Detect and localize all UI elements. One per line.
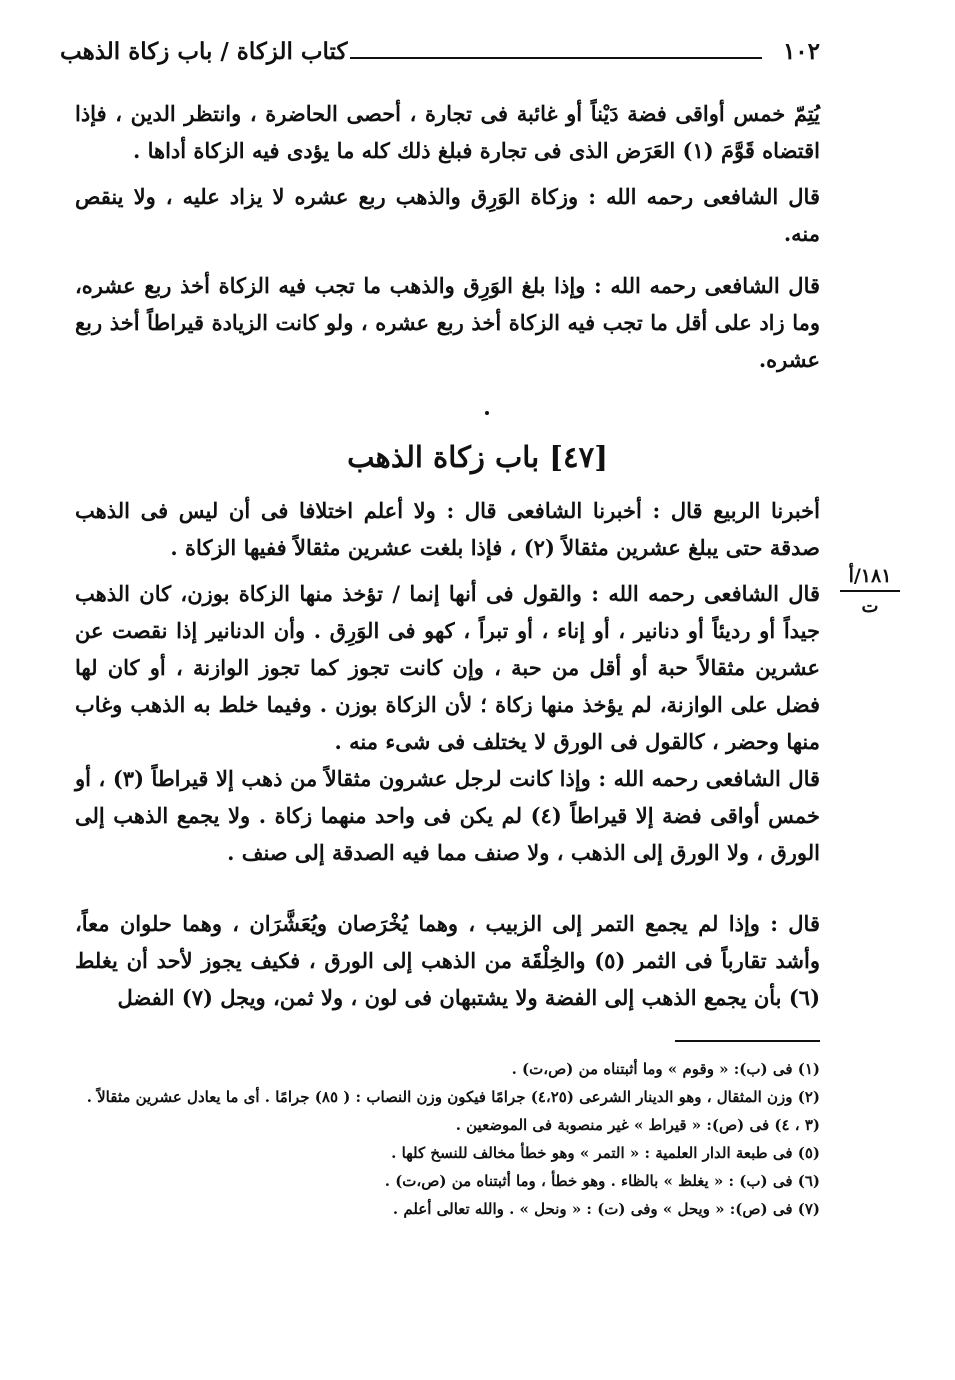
footnote: (٧) فى (ص): « ويحل » وفى (ت) : « ونحل » . والله تعالى أعلم . <box>392 1200 820 1218</box>
paragraph-lead: قال الشافعى <box>703 581 820 606</box>
header-rule <box>350 57 762 59</box>
section-heading: [٤٧] باب زكاة الذهب <box>347 440 608 474</box>
paragraph-shafii-1 <box>75 178 820 252</box>
paragraph-text: رحمه الله : وإذا بلغ الوَرِق والذهب ما تجب فيه الزكاة أخذ ربع عشره، وما زاد على أقل ما تجب فيه الزكاة أخذ ربع عشره ، ولو كانت الزيادة قيراطاً أخذ ربع عشره. <box>75 273 820 372</box>
paragraph-lead: قال الشافعى <box>705 766 821 791</box>
paragraph-shafii-2 <box>75 267 820 378</box>
running-title: كتاب الزكاة / باب زكاة الذهب <box>60 38 348 65</box>
paragraph-lead: قال الشافعى <box>703 184 820 209</box>
separator-dot <box>485 411 489 415</box>
section-paragraph-3 <box>75 760 820 871</box>
footnote: (١) فى (ب): « وقوم » وما أثبتناه من (ص،ت) . <box>511 1060 820 1078</box>
paragraph-text: : وإذا لم يجمع التمر إلى الزبيب ، وهما يُخْرَصان ويُعَشَّرَان ، وهما حلوان معاً، وأشد تقارباً فى الثمر (٥) والخِلْقَة من الذهب إلى الورق ، فكيف يجوز لأحد أن يغلط (٦) بأن يجمع الذهب إلى الفضة ولا يشتبهان فى لون ، ولا ثمن، ويجل (٧) الفضل <box>75 911 820 1010</box>
paragraph-lead: قال الشافعى <box>704 273 821 298</box>
footnote: (٢) وزن المثقال ، وهو الدينار الشرعى (٤،٢٥) جرامًا فيكون وزن النصاب : ( ٨٥) جرامًا . أى ما يعادل عشرين مثقالاً . <box>86 1088 820 1106</box>
section-paragraph-2 <box>75 575 820 760</box>
footnote: (٥) فى طبعة الدار العلمية : « التمر » وهو خطأ مخالف للنسخ كلها . <box>391 1144 820 1162</box>
paragraph-text: رحمه الله : وإذا كانت لرجل عشرون مثقالاً من ذهب إلا قيراطاً (٣) ، أو خمس أواقى فضة إلا قيراطاً (٤) لم يكن فى واحد منهما زكاة . ولا يجمع الذهب إلى الورق ، ولا الورق إلى الذهب ، ولا صنف مما فيه الصدقة إلى صنف . <box>75 766 821 865</box>
section-paragraph-1 <box>75 492 820 566</box>
paragraph-text: رحمه الله : والقول فى أنها إنما / تؤخذ منها الزكاة بوزن، كان الذهب جيداً أو رديئاً أو دنانير ، أو إناء ، أو تبراً ، كهو فى الوَرِق . وأن الدنانير إذا نقصت عن عشرين مثقالاً حبة أو أقل من حبة ، وإن كانت تجوز كما تجوز الوازنة ، أو كان لها فضل على الوازنة، لم يؤخذ منها زكاة ؛ لأن الزكاة بوزن . وفيما خلط به الذهب وغاب منها وحضر ، كالقول فى الورق لا يختلف فى شىء منه . <box>75 581 820 754</box>
manuscript-margin-note <box>840 565 900 617</box>
section-paragraph-4 <box>75 905 820 1016</box>
page-header <box>60 38 820 78</box>
page-number: ١٠٢ <box>782 38 820 65</box>
footnotes <box>75 1055 820 1223</box>
margin-manuscript-siglum: ت <box>861 596 879 617</box>
footnote: (٣ ، ٤) فى (ص): « قيراط » غير منصوبة فى الموضعين . <box>455 1116 820 1134</box>
paragraph-lead: قال <box>788 911 820 936</box>
paragraph-text: رحمه الله : وزكاة الوَرِق والذهب ربع عشره لا يزاد عليه ، ولا ينقص منه. <box>75 184 820 246</box>
paragraph-continuation <box>75 95 820 169</box>
paragraph-text: يُتِمّ خمس أواقى فضة دَيْناً أو غائبة فى تجارة ، أحصى الحاضرة ، وانتظر الدين ، فإذا اقتضاه قَوَّمَ (١) العَرَض الذى فى تجارة فبلغ ذلك كله ما يؤدى فيه الزكاة أداها . <box>75 101 820 163</box>
footnote-rule <box>675 1040 820 1042</box>
paragraph-text: أخبرنا الربيع قال : أخبرنا الشافعى قال : ولا أعلم اختلافا فى أن ليس فى الذهب صدقة حتى يبلغ عشرين مثقالاً (٢) ، فإذا بلغت عشرين مثقالاً ففيها الزكاة . <box>75 498 820 560</box>
footnote: (٦) فى (ب) : « يغلظ » بالظاء . وهو خطأ ، وما أثبتناه من (ص،ت) . <box>384 1172 820 1190</box>
margin-folio-ref: ١٨١/أ <box>840 565 900 592</box>
